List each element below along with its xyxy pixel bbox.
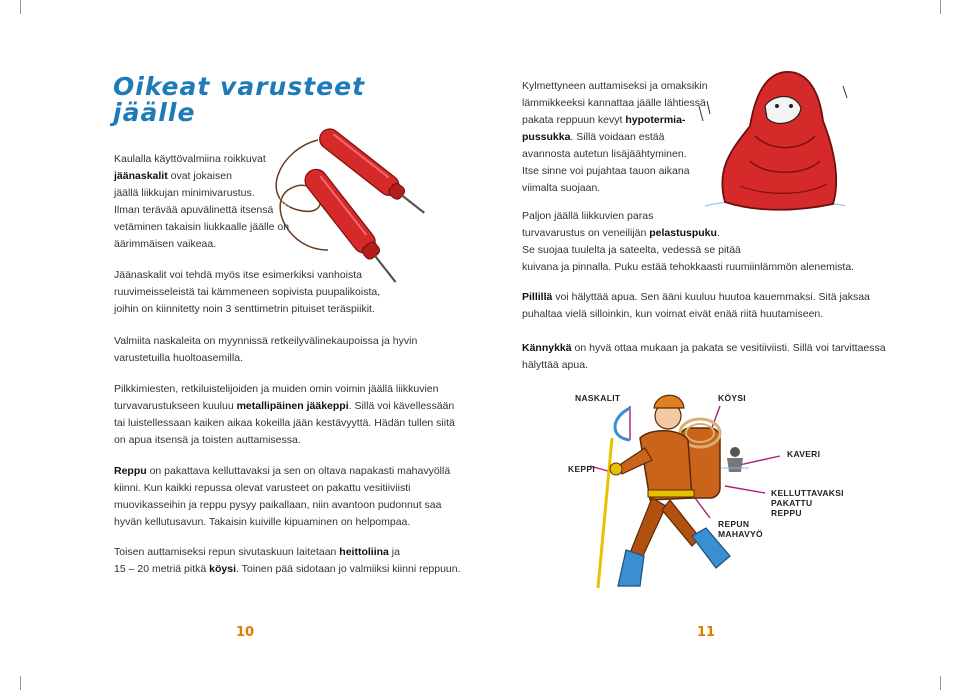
text-line: Pilkkimiesten, retkiluistelijoiden ja muiden omin voimin jäällä liikkuvien [114, 383, 439, 395]
bold-term: hypotermia- [625, 114, 686, 126]
label-hip-belt [718, 519, 763, 539]
text-line: kiinni. Kun kaikki repussa olevat varusteet on pakattu vesitiiviisti [114, 482, 411, 494]
bold-term: köysi [209, 563, 236, 575]
text-line: . Sillä voidaan estää [570, 131, 665, 143]
text-line: avannosta autetun lisäjäähtyminen. [522, 148, 687, 160]
text-line: lämmikkeeksi kannattaa jäälle lähtiessä [522, 97, 706, 109]
text-line: Kylmettyneen auttamiseksi ja omaksikin [522, 80, 708, 92]
title-line-1: Oikeat varusteet [113, 72, 366, 101]
intro-paragraph [114, 151, 289, 253]
text-line: muovikasseihin ja reppu pysyy paikallaan, niin avantoon pudonnut saa [114, 499, 442, 511]
text-line: Se suojaa tuulelta ja sateelta, vedessä se pitää [522, 244, 741, 256]
text-line: turvavarustus on veneilijän [522, 227, 650, 239]
text-line: on pakattava kelluttavaksi ja sen on oltava napakasti mahavyöllä [146, 465, 451, 477]
stores-paragraph [114, 333, 417, 367]
label-kaveri: KAVERI [787, 449, 821, 459]
right-page [480, 0, 960, 690]
text-line: . Sillä voi kävellessään [348, 400, 455, 412]
text-line: hälyttää apua. [522, 359, 588, 371]
label-line: REPPU [771, 508, 802, 518]
homemade-picks-paragraph [114, 267, 380, 318]
bold-term: metallipäinen jääkeppi [236, 400, 349, 412]
mobile-phone-paragraph [522, 340, 886, 374]
text-line: ovat jokaisen [167, 170, 232, 182]
text-line: joihin on kiinnitetty noin 3 senttimetrin pituiset teräspiikit. [114, 303, 375, 315]
text-line: jäällä liikkujan minimivarustus. [114, 187, 255, 199]
bold-term: pussukka [522, 131, 571, 143]
text-line: voi hälyttää apua. Sen ääni kuuluu huutoa kauemmaksi. Sitä jaksaa [552, 291, 870, 303]
text-line: puhaltaa vielä silloinkin, kun voimat eivät enää riitä huutamiseen. [522, 308, 824, 320]
text-line: tai luistellessaan kaiken aikaa kokeilla jään kestävyyttä. Hädän tullen siitä [114, 417, 455, 429]
hypothermia-paragraph [522, 78, 708, 197]
text-line: pakata reppuun kevyt [522, 114, 626, 126]
label-line: PAKATTU [771, 498, 813, 508]
text-line: viimalta suojaan. [522, 182, 601, 194]
text-line: Jäänaskalit voi tehdä myös itse esimerkiksi vanhoista [114, 269, 363, 281]
bold-term: pelastuspuku [649, 227, 717, 239]
title-line-2: jäälle [113, 98, 196, 127]
text-line: Paljon jäällä liikkuvien paras [522, 210, 654, 222]
text-line: vetäminen takaisin liukkaalle jäälle on [114, 221, 290, 233]
hypothermia-bag-illustration [695, 66, 855, 216]
text-line: Kaulalla käyttövalmiina roikkuvat [114, 153, 266, 165]
text-line: ja [388, 546, 400, 558]
survival-suit-paragraph [522, 208, 854, 276]
rope-paragraph [114, 544, 461, 578]
text-line: äärimmäisen vaikeaa. [114, 238, 217, 250]
label-floating-backpack [771, 488, 844, 518]
bold-term: Reppu [114, 465, 147, 477]
page-number: 11 [697, 625, 716, 640]
label-line: REPUN [718, 519, 750, 529]
text-line: 15 – 20 metriä pitkä [114, 563, 210, 575]
whistle-paragraph [522, 289, 870, 323]
text-line: on hyvä ottaa mukaan ja pakata se vesitiiviisti. Sillä voi tarvittaessa [571, 342, 886, 354]
text-line: . Toinen pää sidotaan jo valmiiksi kiinni reppuun. [236, 563, 461, 575]
text-line: Toisen auttamiseksi repun sivutaskuun laitetaan [114, 546, 340, 558]
text-line: on apua itsensä ja toisten auttamisessa. [114, 434, 301, 446]
text-line: turvavarustukseen kuuluu [114, 400, 237, 412]
bold-term: Kännykkä [522, 342, 572, 354]
label-line: MAHAVYÖ [718, 529, 763, 539]
ice-stick-paragraph [114, 381, 455, 449]
text-line: Valmiita naskaleita on myynnissä retkeilyvälinekaupoissa ja hyvin [114, 335, 418, 347]
page-number: 10 [236, 625, 255, 640]
text-line: Itse sinne voi pujahtaa tauon aikana [522, 165, 690, 177]
backpack-paragraph [114, 463, 450, 531]
text-line: varustetuilla huoltoasemilla. [114, 352, 243, 364]
text-line: Ilman terävää apuvälinettä itsensä [114, 204, 274, 216]
label-koysi: KÖYSI [718, 393, 746, 403]
text-line: . [716, 227, 720, 239]
bold-term: heittoliina [339, 546, 389, 558]
bold-term: jäänaskalit [114, 170, 168, 182]
text-line: kuivana ja pinnalla. Puku estää tehokkaasti ruumiinlämmön alenemista. [522, 261, 855, 273]
bold-term: Pillillä [522, 291, 553, 303]
text-line: ruuvimeisseleistä tai kämmeneen sopivista puupalikoista, [114, 286, 381, 298]
label-keppi: KEPPI [568, 464, 596, 474]
label-naskalit: NASKALIT [575, 393, 621, 403]
label-line: KELLUTTAVAKSI [771, 488, 844, 498]
text-line: hyvän kellutusavun. Takaisin kuiville kipuaminen on helpompaa. [114, 516, 411, 528]
